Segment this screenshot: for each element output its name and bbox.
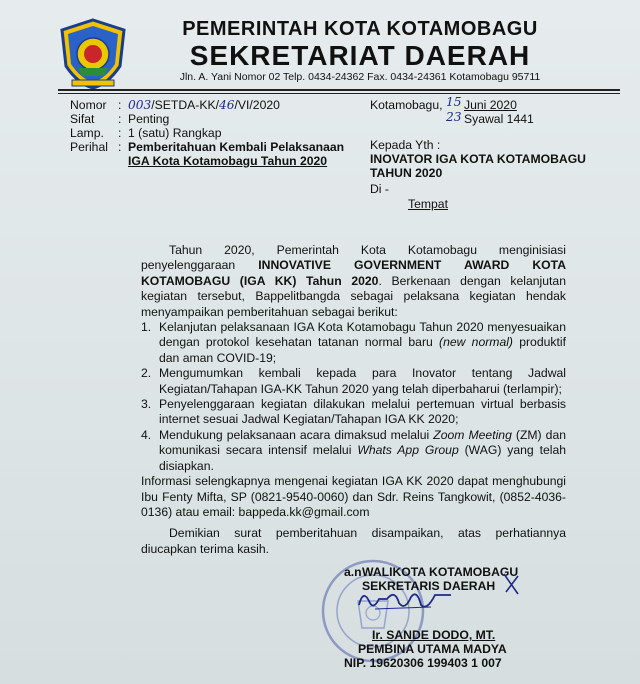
date-month-year: Juni 2020 [464, 98, 517, 112]
info-paragraph: Informasi selengkapnya mengenai kegiatan IGA KK 2020 dapat menghubungi Ibu Fenty Mifta, SP (0821-9540-0060) dan Sdr. Reins Tangkowit, (0852-4036-0136) atau email: bappeda.kk@gmail.com [141, 474, 566, 519]
item-text-mid: (ZM) dan komunikasi secara intensif melalui [159, 427, 566, 458]
intro-text-b: . Berkenaan dengan kelanjutan kegiatan tersebut, Bappelitbangda sebagai pelaksana kegiatan hendak menyampaikan pemberitahuan sebagai berikut: [141, 273, 566, 319]
perihal-line1: Pemberitahuan Kembali Pelaksanaan [128, 140, 345, 154]
signatory-name: Ir. SANDE DODO, MT. [372, 628, 496, 642]
lamp-value: 1 (satu) Rangkap [128, 126, 222, 140]
perihal-colon: : [118, 140, 122, 154]
header-secretariat: SEKRETARIAT DAERAH [189, 40, 531, 71]
header-divider-thick [58, 89, 620, 91]
closing-paragraph: Demikian surat pemberitahuan disampaikan, atas perhatiannya diucapkan terima kasih. [141, 526, 566, 556]
nomor-label: Nomor [70, 98, 107, 112]
nomor-suffix: /VI/2020 [234, 98, 280, 112]
recipient-line2: TAHUN 2020 [370, 166, 443, 180]
paraf-mark [500, 570, 522, 598]
perihal-line2: IGA Kota Kotamobagu Tahun 2020 [128, 154, 328, 168]
list-item [141, 320, 566, 366]
list-item [141, 428, 566, 474]
item-text: Mengumumkan kembali kepada para Inovator tentang Jadwal Kegiatan/Tahapan IGA-KK Tahun 2020 yang telah diperbaharui (terlampir); [159, 366, 566, 396]
item-text: Kelanjutan pelaksanaan IGA Kota Kotamobagu Tahun 2020 menyesuaikan dengan protokol kesehatan tatanan normal baru [159, 320, 566, 350]
nomor-hand-prefix: 003 [128, 98, 152, 112]
intro-paragraph [141, 243, 566, 320]
lamp-label: Lamp. [70, 126, 104, 140]
list-number: 2. [141, 366, 152, 381]
recipient-salutation: Kepada Yth : [370, 138, 441, 152]
list-number: 3. [141, 397, 152, 412]
signatory-rank: PEMBINA UTAMA MADYA [358, 642, 507, 656]
item-italic: Zoom Meeting [433, 427, 512, 442]
hijri-day-hand: 23 [446, 110, 462, 124]
sifat-label: Sifat [70, 112, 95, 126]
item-text-end: produktif dan aman COVID-19; [159, 335, 566, 365]
notice-list [141, 320, 566, 474]
item-text-end: (WAG) yang telah disiapkan. [159, 443, 567, 473]
header-divider-thin [58, 93, 620, 94]
recipient-di: Di - [370, 182, 389, 196]
item-italic-2: Whats App Group [357, 443, 459, 458]
item-italic: (new normal) [439, 335, 513, 350]
handwritten-signature [355, 585, 465, 615]
sifat-colon: : [118, 112, 122, 126]
list-item [141, 397, 566, 428]
header-government: PEMERINTAH KOTA KOTAMOBAGU [182, 18, 538, 40]
recipient-place: Tempat [408, 197, 448, 211]
perihal-label: Perihal [70, 140, 108, 154]
date-day-hand: 15 [446, 95, 462, 109]
lamp-colon: : [118, 126, 122, 140]
item-text: Penyelenggaraan kegiatan dilakukan melalui pertemuan virtual berbasis internet sesuai Jadwal Kegiatan/Tahapan IGA KK 2020; [159, 397, 566, 427]
nomor-value [128, 98, 280, 112]
nomor-hand-number: 46 [219, 98, 235, 112]
hijri-month-year: Syawal 1441 [464, 112, 534, 126]
list-number: 4. [141, 427, 152, 442]
letter-body [141, 243, 566, 557]
list-number: 1. [141, 320, 152, 335]
city-emblem-logo [58, 18, 128, 90]
signature-an: a.n [344, 565, 362, 579]
date-city: Kotamobagu, [370, 98, 443, 112]
sifat-value: Penting [128, 112, 170, 126]
list-item [141, 366, 566, 397]
nomor-colon: : [118, 98, 122, 112]
signature-title2: SEKRETARIS DAERAH [362, 579, 496, 593]
header-address: Jln. A. Yani Nomor 02 Telp. 0434-24362 Fax. 0434-24361 Kotamobagu 95711 [179, 71, 541, 83]
item-text: Mendukung pelaksanaan acara dimaksud melalui [159, 427, 434, 442]
intro-text-a: Tahun 2020, Pemerintah Kota Kotamobagu menginisiasi penyelenggaraan [141, 243, 566, 273]
recipient-line1: INOVATOR IGA KOTA KOTAMOBAGU [370, 152, 586, 166]
nomor-mid: /SETDA-KK/ [151, 98, 219, 112]
signatory-nip: NIP. 19620306 199403 1 007 [344, 656, 502, 670]
intro-bold: INNOVATIVE GOVERNMENT AWARD KOTA KOTAMOBAGU (IGA KK) Tahun 2020 [141, 258, 566, 288]
signature-title1: WALIKOTA KOTAMOBAGU [362, 565, 519, 579]
